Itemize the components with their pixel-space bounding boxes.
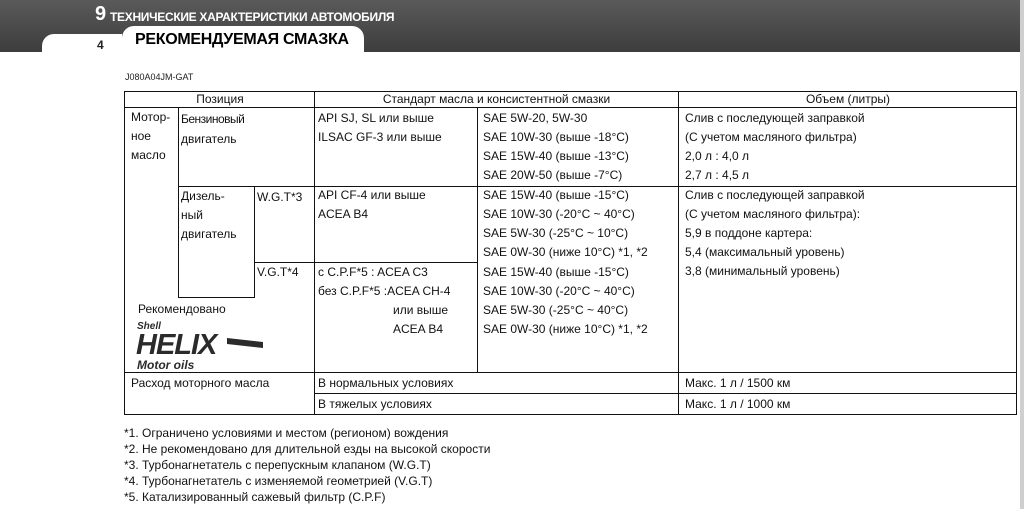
footnote-2: *2. Не рекомендовано для длительной езды на высокой скорости xyxy=(124,442,491,456)
wgt-label: W.G.T*3 xyxy=(257,190,303,204)
row-divider-consumption xyxy=(124,372,1017,373)
vgt-standard: или выше xyxy=(393,303,449,317)
table-border-right xyxy=(1016,91,1017,415)
normal-conditions-value: Макс. 1 л / 1500 км xyxy=(685,376,791,390)
footnote-5: *5. Катализированный сажевый фильтр (C.P.F) xyxy=(124,490,386,504)
table-border-left xyxy=(124,91,125,415)
petrol-standard: ILSAC GF-3 или выше xyxy=(318,130,442,144)
vgt-viscosity: SAE 10W-30 (-20°C ~ 40°C) xyxy=(483,284,635,298)
chapter-title: ТЕХНИЧЕСКИЕ ХАРАКТЕРИСТИКИ АВТОМОБИЛЯ xyxy=(110,10,395,24)
col-divider-oil-type xyxy=(178,107,179,298)
col-divider-standard xyxy=(314,91,315,415)
normal-conditions-label: В нормальных условиях xyxy=(318,376,454,390)
footnote-4: *4. Турбонагнетатель с изменяемой геометрией (V.G.T) xyxy=(124,474,433,488)
vgt-standard: с C.P.F*5 : ACEA C3 xyxy=(318,265,428,279)
petrol-volume: 2,7 л : 4,5 л xyxy=(685,168,750,182)
petrol-engine-label: двигатель xyxy=(181,132,237,146)
table-border-bottom xyxy=(124,414,1017,415)
petrol-viscosity: SAE 5W-20, 5W-30 xyxy=(483,111,588,125)
logo-helix-text: HELIX xyxy=(136,329,217,361)
section-title: РЕКОМЕНДУЕМАЯ СМАЗКА xyxy=(135,31,349,48)
header-position: Позиция xyxy=(196,92,244,106)
logo-swoosh xyxy=(227,338,263,348)
row-divider-heavy xyxy=(314,393,1017,394)
wgt-viscosity: SAE 0W-30 (ниже 10°C) *1, *2 xyxy=(483,245,648,259)
vgt-standard: без C.P.F*5 :ACEA CH-4 xyxy=(318,284,451,298)
vgt-standard: ACEA B4 xyxy=(393,322,444,336)
petrol-volume: (С учетом масляного фильтра) xyxy=(685,130,857,144)
header-volume: Объем (литры) xyxy=(805,92,891,106)
header-standard: Стандарт масла и консистентной смазки xyxy=(382,92,611,106)
wgt-standard: ACEA B4 xyxy=(318,207,369,221)
wgt-standard: API CF-4 или выше xyxy=(318,188,426,202)
diesel-volume: (С учетом масляного фильтра): xyxy=(685,207,861,221)
diesel-volume: Слив с последующей заправкой xyxy=(685,188,865,202)
footnote-3: *3. Турбонагнетатель с перепускным клапаном (W.G.T) xyxy=(124,458,431,472)
petrol-engine-label: Бензиновый xyxy=(181,112,245,126)
heavy-conditions-value: Макс. 1 л / 1000 км xyxy=(685,397,791,411)
row-divider-diesel-bottom xyxy=(178,297,254,298)
page-edge xyxy=(1020,0,1024,509)
chapter-number: 9 xyxy=(95,3,107,25)
engine-oil-label: ное xyxy=(131,129,151,143)
footnote-1: *1. Ограничено условиями и местом (регионом) вождения xyxy=(124,426,449,440)
wgt-viscosity: SAE 10W-30 (-20°C ~ 40°C) xyxy=(483,207,635,221)
footnotes xyxy=(124,425,490,505)
shell-helix-logo xyxy=(135,318,267,372)
heavy-conditions-label: В тяжелых условиях xyxy=(318,397,432,411)
wgt-viscosity: SAE 5W-30 (-25°C ~ 10°C) xyxy=(483,226,629,240)
vgt-viscosity: SAE 5W-30 (-25°C ~ 40°C) xyxy=(483,303,629,317)
wgt-viscosity: SAE 15W-40 (выше -15°C) xyxy=(483,188,629,202)
petrol-viscosity: SAE 15W-40 (выше -13°C) xyxy=(483,149,629,163)
page-number: 4 xyxy=(97,38,104,52)
col-divider-viscosity xyxy=(477,107,478,372)
petrol-volume: 2,0 л : 4,0 л xyxy=(685,149,750,163)
col-divider-turbo xyxy=(254,186,255,298)
logo-motor-oils-text: Motor oils xyxy=(137,358,195,372)
vgt-viscosity: SAE 15W-40 (выше -15°C) xyxy=(483,265,629,279)
vgt-label: V.G.T*4 xyxy=(257,265,299,279)
petrol-viscosity: SAE 10W-30 (выше -18°C) xyxy=(483,130,629,144)
recommended-label: Рекомендовано xyxy=(138,302,226,316)
vgt-viscosity: SAE 0W-30 (ниже 10°C) *1, *2 xyxy=(483,322,648,336)
col-divider-volume xyxy=(678,91,679,415)
logo-shell-text: Shell xyxy=(137,321,161,332)
diesel-volume: 3,8 (минимальный уровень) xyxy=(685,264,840,278)
diesel-engine-label: Дизель- xyxy=(181,189,225,203)
page-number-tab xyxy=(42,34,122,54)
diesel-engine-label: ный xyxy=(181,208,203,222)
diesel-volume: 5,4 (максимальный уровень) xyxy=(685,245,845,259)
consumption-label: Расход моторного масла xyxy=(131,376,270,390)
diesel-volume: 5,9 в поддоне картера: xyxy=(685,226,813,240)
petrol-volume: Слив с последующей заправкой xyxy=(685,111,865,125)
diesel-engine-label: двигатель xyxy=(181,227,237,241)
petrol-viscosity: SAE 20W-50 (выше -7°C) xyxy=(483,168,623,182)
petrol-standard: API SJ, SL или выше xyxy=(318,111,434,125)
engine-oil-label: Мотор- xyxy=(131,110,171,124)
engine-oil-label: масло xyxy=(131,148,166,162)
document-code: J080A04JM-GAT xyxy=(125,72,194,82)
